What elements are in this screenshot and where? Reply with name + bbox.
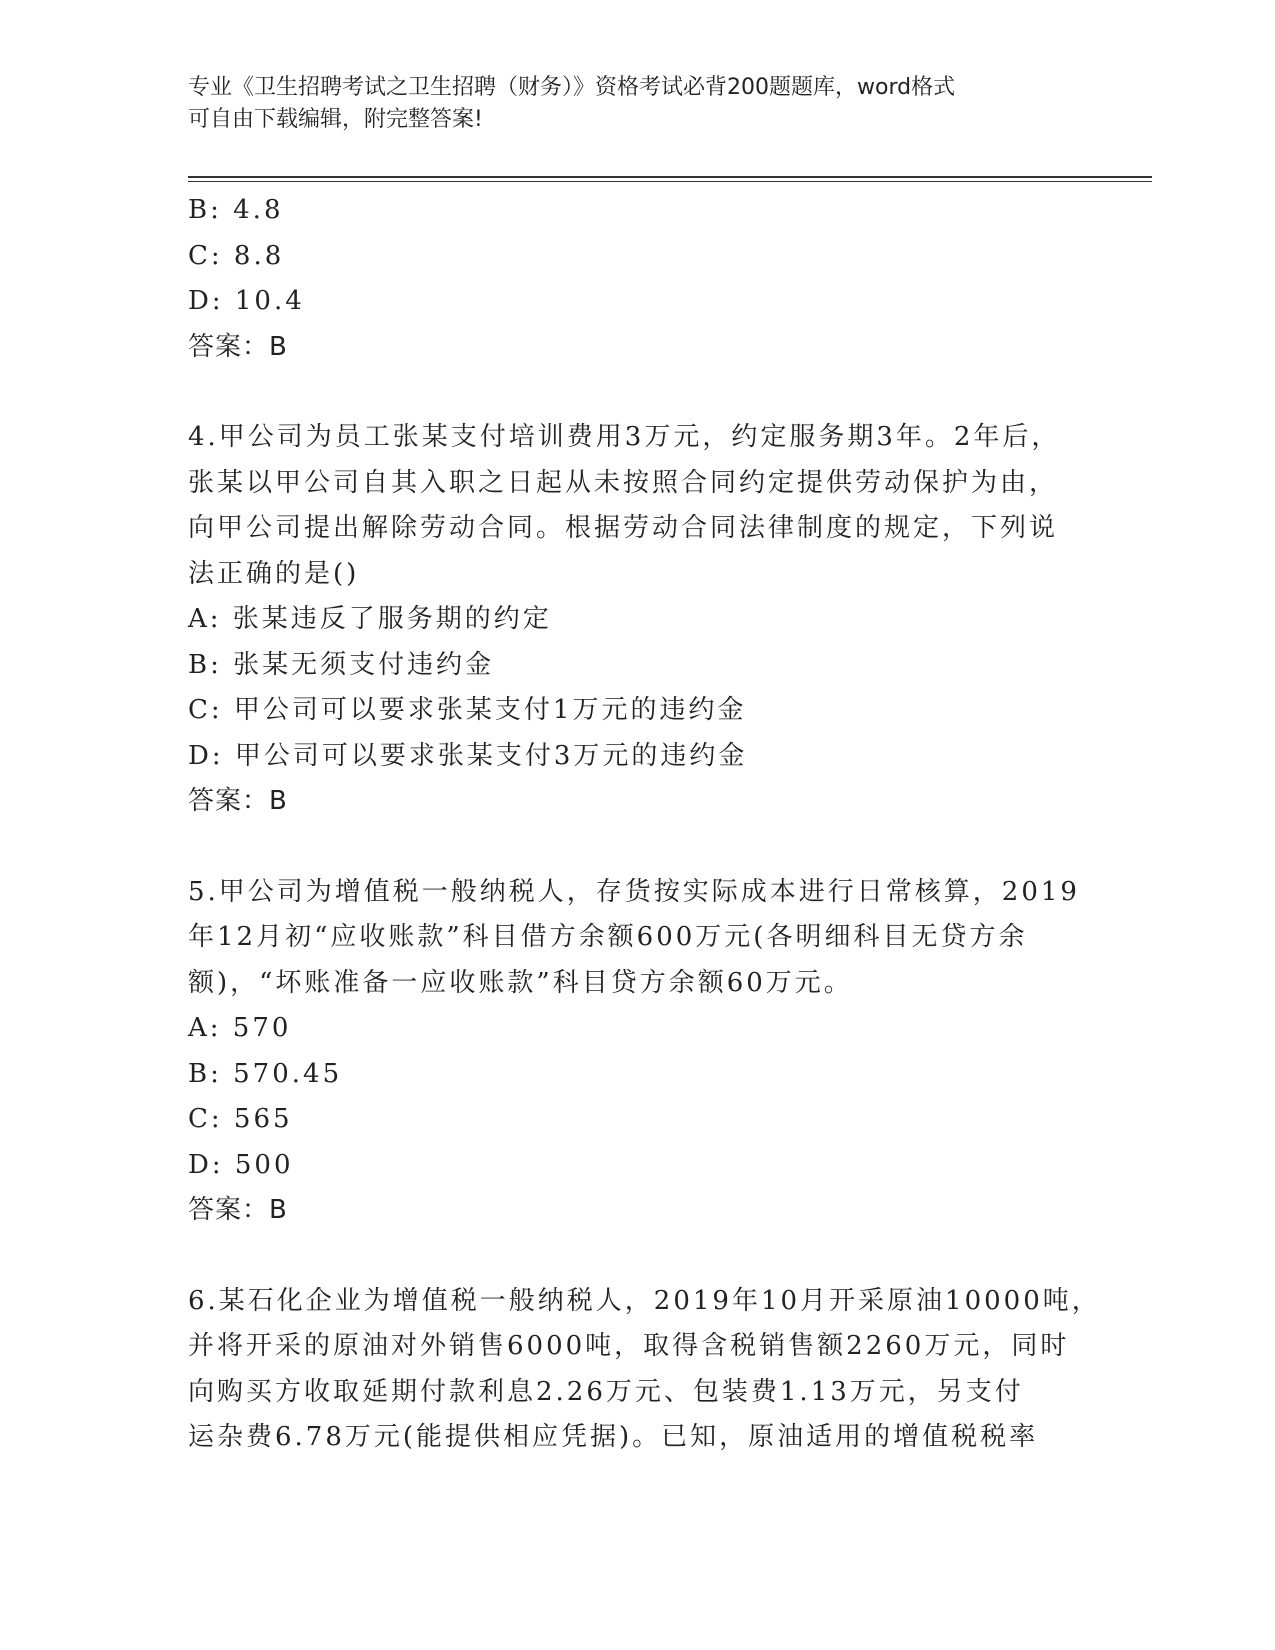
question-stem-line: 年12月初“应收账款”科目借方余额600万元(各明细科目无贷方余: [188, 922, 1028, 952]
answer: 答案：B: [188, 1195, 288, 1225]
question-content: [188, 188, 1101, 1461]
document-header: [188, 72, 1068, 136]
question-stem-line: 向甲公司提出解除劳动合同。根据劳动合同法律制度的规定，下列说: [188, 513, 1059, 543]
header-line-1: 专业《卫生招聘考试之卫生招聘（财务）》资格考试必背200题题库，word格式: [188, 75, 956, 100]
question-stem-line: 4.甲公司为员工张某支付培训费用3万元，约定服务期3年。2年后，: [188, 422, 1061, 452]
option-a: A: 张某违反了服务期的约定: [188, 604, 552, 634]
option-b: B: 4.8: [188, 195, 284, 225]
question-stem-line: 额)，“坏账准备一应收账款”科目贷方余额60万元。: [188, 967, 853, 998]
question-3-tail: [188, 188, 1088, 370]
option-a: A: 570: [188, 1013, 292, 1043]
question-stem-line: 运杂费6.78万元(能提供相应凭据)。已知，原油适用的增值税税率: [188, 1422, 1039, 1452]
option-c: C: 甲公司可以要求张某支付1万元的违约金: [188, 695, 747, 725]
question-stem-line: 并将开采的原油对外销售6000吨，取得含税销售额2260万元，同时: [188, 1331, 1070, 1361]
option-d: D: 500: [188, 1149, 294, 1180]
answer: 答案：B: [188, 786, 288, 816]
option-b: B: 570.45: [188, 1058, 343, 1089]
question-stem-line: 向购买方收取延期付款利息2.26万元、包装费1.13万元，另支付: [188, 1376, 1024, 1407]
question-4: [188, 415, 1088, 825]
question-stem-line: 法正确的是(): [188, 558, 360, 589]
header-rule-thick: [188, 176, 1152, 178]
header-line-2: 可自由下载编辑，附完整答案!: [188, 107, 483, 132]
question-stem-line: 张某以甲公司自其入职之日起从未按照合同约定提供劳动保护为由，: [188, 467, 1059, 498]
question-5: [188, 870, 1088, 1234]
answer: 答案：B: [188, 331, 288, 362]
option-b: B: 张某无须支付违约金: [188, 649, 495, 680]
option-d: D: 10.4: [188, 286, 305, 316]
option-c: C: 8.8: [188, 240, 285, 271]
question-stem-line: 5.甲公司为增值税一般纳税人，存货按实际成本进行日常核算，2019: [188, 876, 1080, 907]
question-stem-line: 6.某石化企业为增值税一般纳税人，2019年10月开采原油10000吨，: [188, 1285, 1101, 1316]
question-6: [188, 1279, 1101, 1461]
option-d: D: 甲公司可以要求张某支付3万元的违约金: [188, 740, 748, 771]
option-c: C: 565: [188, 1104, 293, 1134]
header-rule-thin: [188, 181, 1152, 182]
